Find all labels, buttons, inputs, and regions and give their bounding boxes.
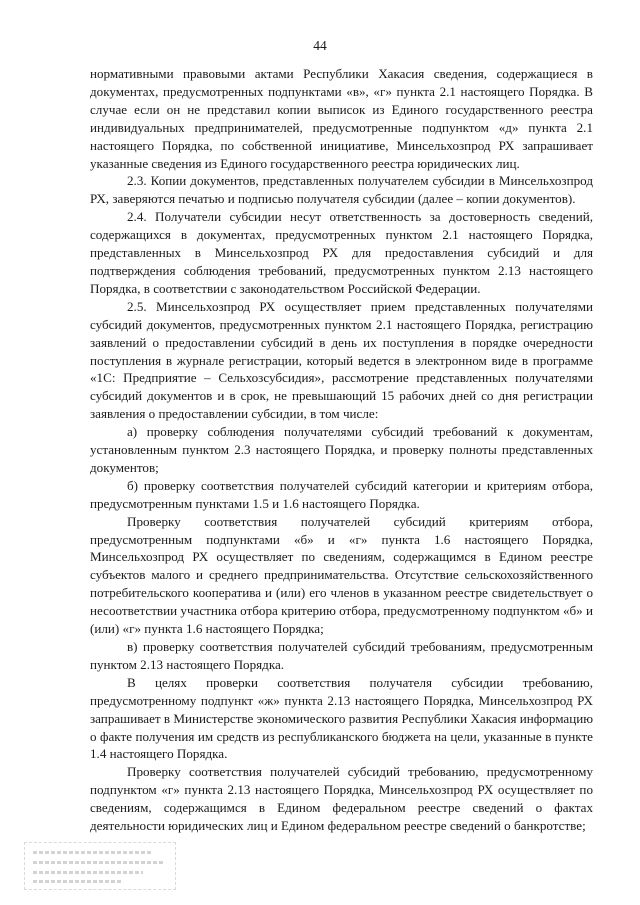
paragraph-item-a: а) проверку соблюдения получателями субсидий требований к документам, установленным пунктом 2.3 настоящего Порядка, и проверку полноты представленных документов;	[90, 424, 593, 475]
paragraph-item-b: б) проверку соответствия получателей субсидий категории и критериям отбора, предусмотренным пунктами 1.5 и 1.6 настоящего Порядка.	[90, 477, 593, 511]
paragraph-2-5: 2.5. Минсельхозпрод РХ осуществляет прием представленных получателями субсидий документов, предусмотренных пунктом 2.1 настоящего Порядка, регистрацию заявлений о предоставлении субсидий в день их поступления в порядке очередности поступления в журнале регистрации, который ведется в электронном виде в программе «1С: Предприятие – Сельхозсубсидия», рассмотрение представленных получателями субсидий документов и в срок, не превышающий 15 рабочих дней со дня регистрации заявления о предоставлении субсидии, в том числе:	[90, 298, 593, 422]
faded-stamp	[24, 842, 176, 890]
paragraph-continuation: нормативными правовыми актами Республики Хакасия сведения, содержащиеся в документах, предусмотренных подпунктами «в», «г» пункта 2.1 настоящего Порядка. В случае если он не представил копии выписок из Единого государственного реестра индивидуальных предпринимателей, предусмотренные подпунктом «д» пункта 2.1 настоящего Порядка, по собственной инициативе, Минсельхозпрод РХ запрашивает указанные сведения из Единого государственного реестра юридических лиц.	[90, 66, 593, 171]
document-body	[90, 65, 593, 835]
paragraph-item-v: в) проверку соответствия получателей субсидий требованиям, предусмотренным пунктом 2.13 настоящего Порядка.	[90, 639, 593, 672]
paragraph-2-3: 2.3. Копии документов, представленных получателем субсидии в Минсельхозпрод РХ, заверяются печатью и подписью получателя субсидии (далее – копии документов).	[90, 173, 593, 207]
paragraph-requirement-zh: В целях проверки соответствия получателя субсидии требованию, предусмотренному подпункт «ж» пункта 2.13 настоящего Порядка, Минсельхозпрод РХ запрашивает в Министерстве экономического развития Республики Хакасия информацию о факте получения им средств из республиканского бюджета на цели, указанные в пункте 1.4 настоящего Порядка.	[90, 674, 593, 762]
page-number: 44	[313, 38, 327, 53]
paragraph-2-4: 2.4. Получатели субсидии несут ответственность за достоверность сведений, содержащихся в документах, предусмотренных пунктом 2.1 настоящего Порядка, представленных в Минсельхозпрод РХ для предоставления субсидий и для подтверждения соблюдения требований, предусмотренных пунктом 2.13 настоящего Порядка, в соответствии с законодательством Российской Федерации.	[90, 209, 593, 296]
paragraph-criteria-check: Проверку соответствия получателей субсидий критериям отбора, предусмотренным подпунктами «б» и «г» пункта 1.6 настоящего Порядка, Минсельхозпрод РХ осуществляет по сведениям, содержащимся в Едином реестре субъектов малого и среднего предпринимательства. Отсутствие сельскохозяйственного потребительского кооператива и (или) его членов в указанном реестре свидетельствует о несоответствии участника отбора критерию отбора, предусмотренному подпунктом «б» и (или) «г» пункта 1.6 настоящего Порядка;	[90, 513, 593, 637]
paragraph-requirement-g: Проверку соответствия получателей субсидий требованию, предусмотренному подпунктом «г» пункта 2.13 настоящего Порядка, Минсельхозпрод РХ осуществляет по сведениям, содержащимся в Едином федеральном реестре сведений о фактах деятельности юридических лиц и Едином федеральном реестре сведений о банкротстве;	[90, 764, 593, 834]
